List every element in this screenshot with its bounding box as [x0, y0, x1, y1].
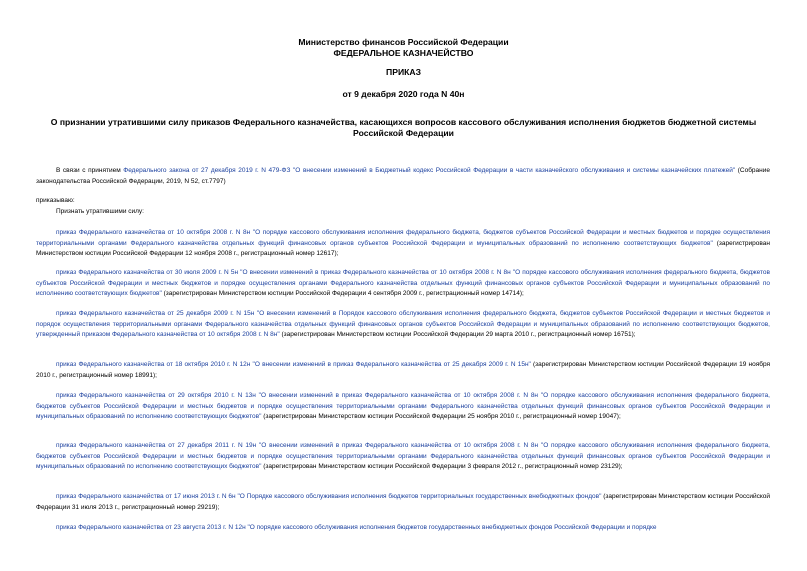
agency-name: ФЕДЕРАЛЬНОЕ КАЗНАЧЕЙСТВО [333, 47, 474, 58]
order-link[interactable]: приказ Федерального казначейства от 17 июня 2013 г. N 6н "О Порядке кассового обслуживания исполнения бюджетов территориальных государственных внебюджетных фондов" [56, 493, 602, 500]
order-link[interactable]: приказ Федерального казначейства от 30 июля 2009 г. N 5н "О внесении изменений в приказ Федерального казначейства от 10 октября 2008 г. N 8н "О порядке кассового обслуживания исполнения федерального бюджета, бюджетов субъектов Российской Федерации и местных бюджетов и порядке осуществления органами Федерального казначейства отдельных функций финансовых органов субъектов Российской Федерации и муниципальных образований по исполнению соответствующих бюджетов" [36, 269, 770, 298]
order-registration: (зарегистрирован Министерством юстиции Российской Федерации 12 ноября 2008 г., регистрационный номер 12617); [36, 239, 770, 258]
intro-suffix: (Собрание законодательства Российской Федерации, 2019, N 52, ст.7797) [36, 167, 770, 185]
order-link[interactable]: приказ Федерального казначейства от 25 декабря 2009 г. N 15н "О внесении изменений в Порядок кассового обслуживания исполнения федерального бюджета, бюджетов субъектов Российской Федерации и местных бюджетов и порядок осуществления территориальными органами Федерального казначейства отдельных функций финансовых органов субъектов Российской Федерации и муниципальных образований по исполнению соответствующих бюджетов, утвержденный приказом Федерального казначейства от 10 октября 2008 г. N 8н" [36, 310, 770, 339]
document-title: О признании утратившими силу приказов Федерального казначейства, касающихся вопросов кассового обслуживания исполнения бюджетов бюджетной системы Российской Федерации [50, 117, 757, 138]
order-link[interactable]: приказ Федерального казначейства от 29 октября 2010 г. N 13н "О внесении изменений в приказ Федерального казначейства от 10 октября 2008 г. N 8н "О порядке кассового обслуживания исполнения федерального бюджета, бюджетов субъектов Российской Федерации и местных бюджетов и порядке осуществления территориальными органами Федерального казначейства отдельных функций финансовых органов субъектов Российской Федерации и муниципальных образований по исполнению соответствующих бюджетов" [36, 392, 770, 421]
declare-paragraph [36, 207, 144, 218]
declare-text: Признать утратившими силу: [56, 208, 144, 215]
doc-type: ПРИКАЗ [386, 67, 421, 77]
order-registration: (зарегистрирован Министерством юстиции Российской Федерации 19 ноября 2010 г., регистрационный номер 18991); [36, 361, 771, 379]
order-registration: (зарегистрирован Министерством юстиции Российской Федерации 3 февраля 2012 г., регистрационный номер 23129); [261, 463, 623, 471]
list-item [36, 441, 770, 473]
intro-prefix: В связи с принятием [56, 167, 124, 174]
order-link[interactable]: приказ Федерального казначейства от 27 декабря 2011 г. N 19н "О внесении изменений в приказ Федерального казначейства от 10 октября 2008 г. N 8н "О порядке кассового обслуживания исполнения федерального бюджета, бюджетов субъектов Российской Федерации и местных бюджетов и порядке осуществления территориальными органами Федерального казначейства отдельных функций финансовых органов субъектов Российской Федерации и муниципальных образований по исполнению соответствующих бюджетов" [36, 442, 770, 471]
ministry-name: Министерство финансов Российской Федерации [298, 37, 509, 47]
list-item [36, 492, 770, 513]
order-link[interactable]: приказ Федерального казначейства от 10 октября 2008 г. N 8н "О порядке кассового обслуживания исполнения федерального бюджета, бюджетов субъектов Российской Федерации и местных бюджетов и порядке осуществления территориальными органами Федерального казначейства отдельных функций финансовых органов субъектов Российской Федерации и муниципальных образований по исполнению соответствующих бюджетов" [36, 229, 770, 247]
order-registration: (зарегистрирован Министерством юстиции Российской Федерации 31 июля 2013 г., регистрационный номер 29219); [36, 493, 770, 511]
order-registration: (зарегистрирован Министерством юстиции Российской Федерации 4 сентября 2009 г., регистрационный номер 14714); [161, 290, 524, 298]
order-registration: (зарегистрирован Министерством юстиции Российской Федерации 29 марта 2010 г., регистрационный номер 16751); [279, 331, 636, 339]
order-link[interactable]: приказ Федерального казначейства от 23 августа 2013 г. N 12н "О порядке кассового обслуживания исполнения бюджетов государственных внебюджетных фондов Российской Федерации и порядке [56, 524, 657, 531]
list-item [36, 391, 770, 423]
list-item [36, 523, 770, 534]
doc-date-number: от 9 декабря 2020 года N 40н [342, 89, 465, 99]
list-item [36, 309, 770, 341]
intro-paragraph [36, 166, 770, 187]
federal-law-link[interactable]: Федерального закона от 27 декабря 2019 г. N 479-ФЗ "О внесении изменений в Бюджетный кодекс Российской Федерации в части казначейского обслуживания и системы казначейских платежей" [123, 167, 736, 174]
list-item [36, 228, 770, 260]
order-registration: (зарегистрирован Министерством юстиции Российской Федерации 25 ноября 2010 г., регистрационный номер 19047); [261, 413, 621, 421]
order-link[interactable]: приказ Федерального казначейства от 18 октября 2010 г. N 12н "О внесении изменений в приказ Федерального казначейства от 25 декабря 2009 г. N 15н" [56, 361, 531, 368]
list-item [36, 268, 770, 300]
order-word: приказываю: [36, 197, 75, 204]
list-item [36, 360, 770, 381]
document-header [0, 37, 807, 58]
